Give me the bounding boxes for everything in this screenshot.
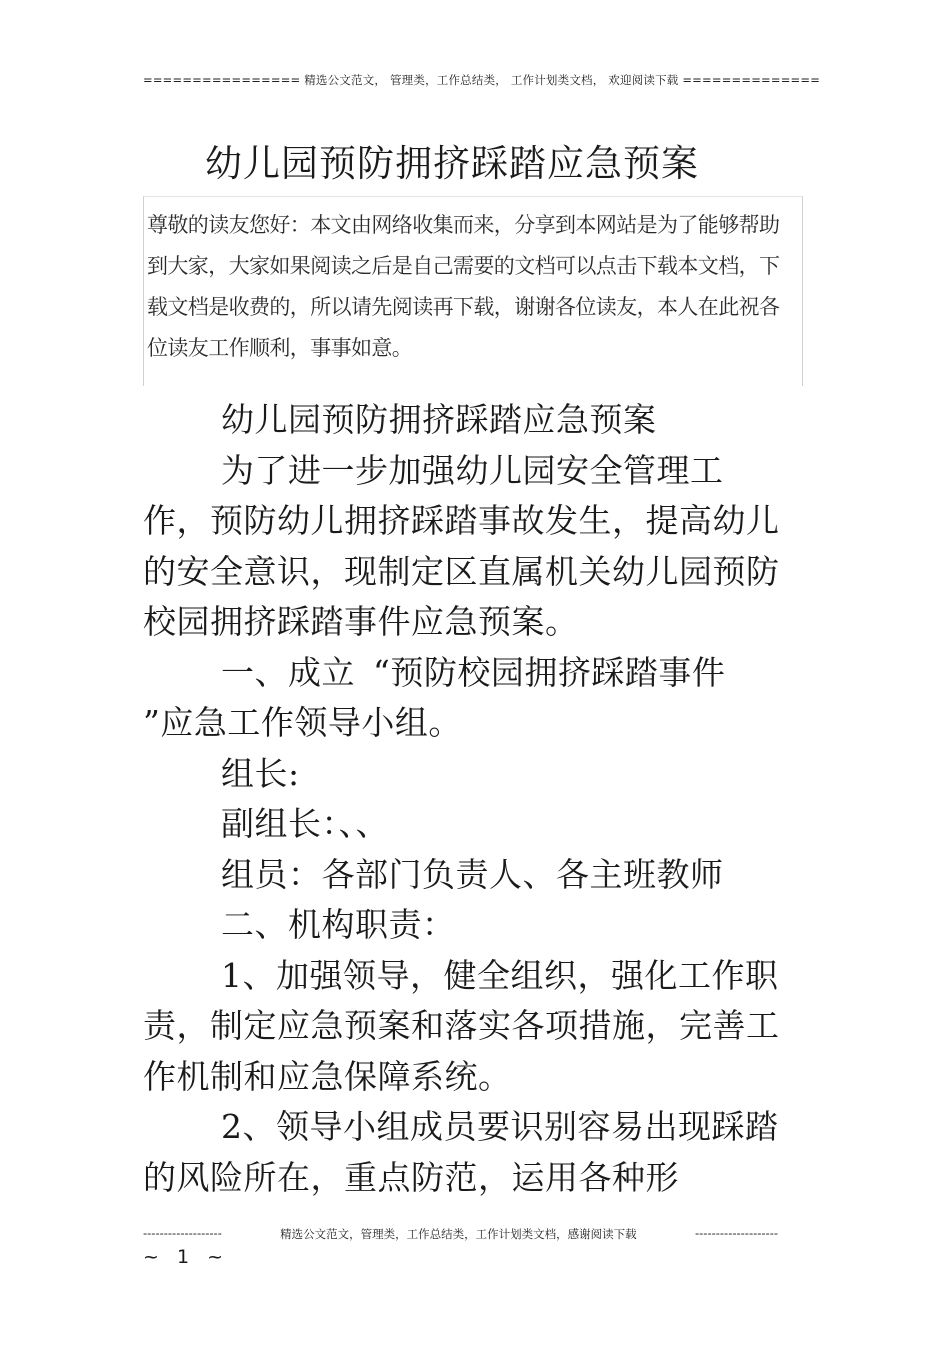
- document-title: 幼儿园预防拥挤踩踏应急预案: [205, 142, 699, 185]
- deputy-leader-line: 副组长：、、: [221, 804, 389, 843]
- document-subtitle: 幼儿园预防拥挤踩踏应急预案: [221, 400, 657, 439]
- section-1-heading: [143, 648, 783, 749]
- reader-notice: 尊敬的读友您好：本文由网络收集而来，分享到本网站是为了能够帮助到大家，大家如果阅读之后是自己需要的文档可以点击下载本文档，下载文档是收费的，所以请先阅读再下载，谢谢各位读友，本人在此祝各位读友工作顺利，事事如意。: [143, 196, 803, 386]
- footer-text: 精选公文范文，管理类，工作总结类，工作计划类文档，感谢阅读下载: [280, 1227, 637, 1241]
- item-2-paragraph: 2、领导小组成员要识别容易出现踩踏的风险所在，重点防范，运用各种形: [143, 1107, 779, 1197]
- leader-line: 组长:: [221, 753, 300, 793]
- section-1-suffix: 应急工作领导小组。: [160, 703, 462, 742]
- section-1-close-quote: ”: [143, 703, 161, 742]
- members-line: 组员：各部门负责人、各主班教师: [221, 854, 724, 894]
- page-number: ~ 1 ~: [143, 1246, 230, 1268]
- section-1-open-quote: “: [373, 652, 391, 692]
- section-1-prefix: 一、成立: [221, 652, 355, 692]
- document-body: [143, 395, 783, 1203]
- section-2-heading: 二、机构职责：: [221, 905, 456, 944]
- footer-left-dashes: -------------------: [143, 1226, 222, 1240]
- intro-paragraph: 为了进一步加强幼儿园安全管理工作，预防幼儿拥挤踩踏事故发生，提高幼儿的安全意识，现制定区直属机关幼儿园预防校园拥挤踩踏事件应急预案。: [143, 450, 780, 641]
- footer-right-dashes: --------------------: [695, 1226, 778, 1240]
- page-footer: [143, 1226, 778, 1242]
- item-1-paragraph: 1、加强领导，健全组织，强化工作职责，制定应急预案和落实各项措施，完善工作机制和应急保障系统。: [143, 955, 780, 1096]
- page-header: ================ 精选公文范文， 管理类，工作总结类， 工作计划类文档， 欢迎阅读下载 ==============: [143, 73, 821, 87]
- section-1-name: 预防校园拥挤踩踏事件: [390, 652, 726, 692]
